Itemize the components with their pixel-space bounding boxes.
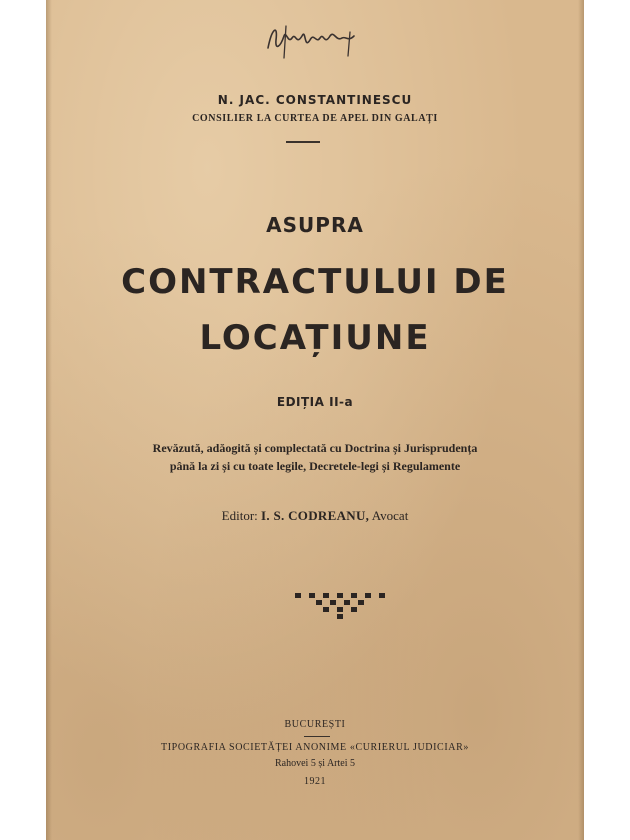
description-line-1: Revăzută, adăogită și complectată cu Doctrina și Jurisprudența bbox=[152, 441, 478, 455]
editor-name: I. S. CODREANU, bbox=[261, 508, 370, 523]
signature-icon bbox=[262, 18, 362, 62]
imprint-year: 1921 bbox=[304, 776, 326, 787]
author-title: CONSILIER LA CURTEA DE APEL DIN GALAȚI bbox=[192, 113, 438, 124]
page-edge-left bbox=[46, 0, 52, 840]
divider-rule bbox=[286, 141, 320, 143]
title-line-3: LOCAȚIUNE bbox=[199, 318, 431, 358]
author-name: N. JAC. CONSTANTINESCU bbox=[217, 93, 413, 107]
description-line-2: până la zi și cu toate legile, Decretele-legi și Regulamente bbox=[169, 459, 461, 473]
title-line-1: ASUPRA bbox=[266, 213, 364, 237]
editor-line bbox=[46, 508, 584, 524]
page-edge-right bbox=[578, 0, 584, 840]
imprint-rule bbox=[304, 736, 330, 737]
editor-role: Avocat bbox=[371, 508, 409, 523]
imprint-printer: TIPOGRAFIA SOCIETĂȚEI ANONIME «CURIERUL JUDICIAR» bbox=[161, 742, 469, 753]
checker-ornament-icon bbox=[293, 591, 393, 621]
imprint-city: BUCUREȘTI bbox=[284, 719, 346, 730]
title-page bbox=[46, 0, 584, 840]
edition-label: EDIȚIA II-a bbox=[276, 395, 354, 409]
imprint-address: Rahovei 5 și Artei 5 bbox=[275, 758, 355, 769]
editor-label: Editor: bbox=[221, 508, 258, 523]
title-line-2: CONTRACTULUI DE bbox=[121, 262, 509, 302]
